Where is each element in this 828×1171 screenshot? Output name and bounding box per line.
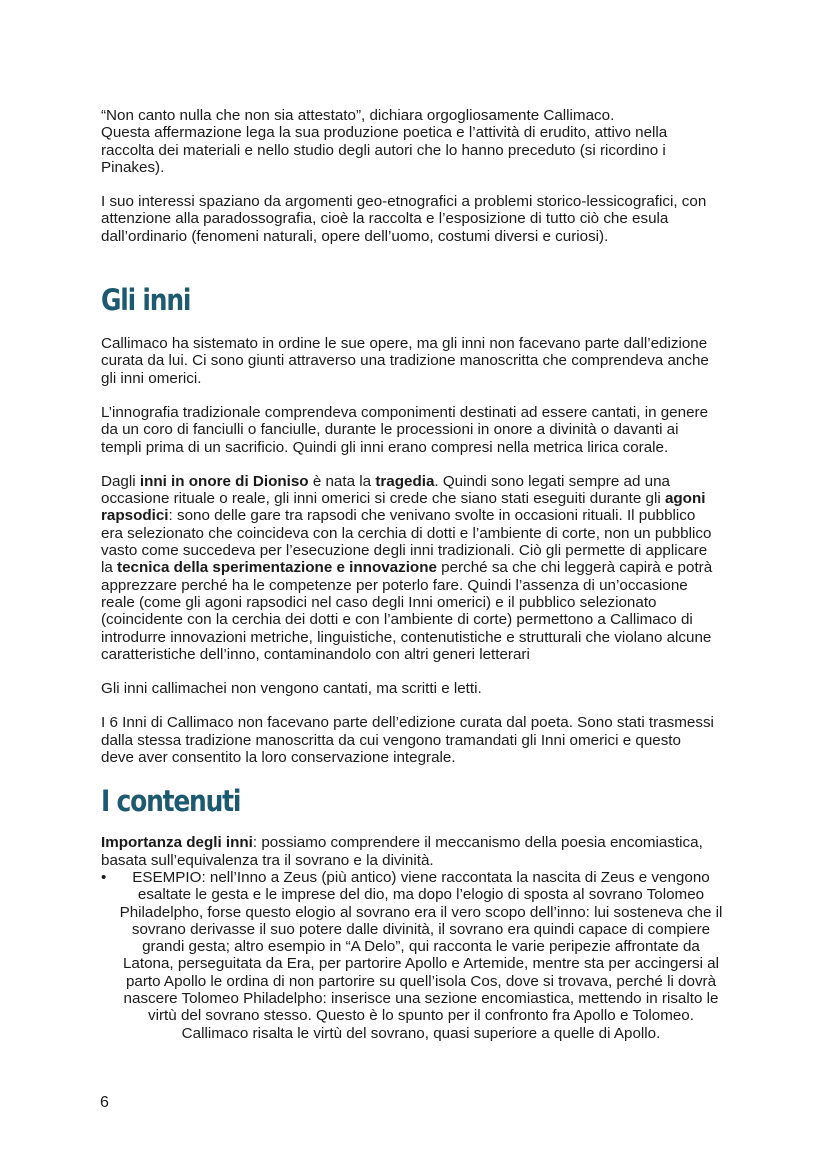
text-line: da un coro di fanciulli o fanciulle, durante le processioni in onore a divinità o davanti ai [101, 421, 679, 439]
text-line: Callimaco ha sistemato in ordine le sue opere, ma gli inni non facevano parte dall’edizione [101, 335, 708, 353]
text-run: la [101, 559, 118, 577]
bold-term: tecnica della sperimentazione e innovazione [117, 559, 437, 577]
bullet-list-item [101, 869, 741, 1042]
text-line: grandi gesta; altro esempio in “A Delo”, qui racconta le varie peripezie affrontate da [142, 938, 700, 956]
text-line: Philadelpho, forse questo elogio al sovrano era il vero scopo dell’inno: lui sosteneva che il [119, 903, 723, 921]
text-line: ESEMPIO: nell’Inno a Zeus (più antico) viene raccontata la nascita di Zeus e vengono [132, 868, 710, 886]
text-line: dall’ordinario (fenomeni naturali, opere dell’uomo, costumi diversi e curiosi). [101, 227, 609, 245]
text-run: : possiamo comprendere il meccanismo della poesia encomiastica, [252, 834, 703, 852]
text-line: basata sull’equivalenza tra il sovrano e la divinità. [101, 851, 434, 869]
text-line: era selezionato che coincideva con la cerchia di dotti e l’ambiente di corte, non un pubblico [101, 524, 712, 542]
text-line: Pinakes). [101, 158, 165, 176]
inni-paragraph-1 [101, 335, 741, 387]
text-line: Latona, perseguitata da Era, per partorire Apollo e Artemide, mentre sta per accingersi al [122, 955, 720, 973]
text-line: gli inni omerici. [101, 369, 202, 387]
text-line: apprezzare perché ha le competenze per poterlo fare. Quindi l’assenza di un’occasione [101, 576, 688, 594]
text-line: “Non canto nulla che non sia attestato”, dichiara orgogliosamente Callimaco. [101, 107, 615, 124]
page-number: 6 [100, 1094, 109, 1111]
text-line: dalla stessa tradizione manoscritta da cui vengono tramandati gli Inni omerici e questo [101, 731, 681, 749]
bold-term: rapsodici [101, 507, 169, 525]
text-line: I 6 Inni di Callimaco non facevano parte dell’edizione curata dal poeta. Sono stati trasmessi [101, 714, 714, 732]
text-run: Dagli [101, 472, 140, 490]
text-line: introdurre innovazioni metriche, linguistiche, contenutistiche e strutturali che violano alcune [101, 628, 712, 646]
bold-term: inni in onore di Dioniso [139, 472, 309, 490]
text-line: (coincidente con la cerchia dei dotti e con l’ambiente di corte) permettono a Callimaco di [101, 611, 693, 629]
section-heading-i-contenuti: I contenuti [101, 784, 241, 819]
text-line: Callimaco risalta le virtù del sovrano, quasi superiore a quelle di Apollo. [181, 1024, 661, 1042]
text-line: raccolta dei materiali e nello studio degli autori che lo hanno preceduto (si ricordino i [101, 141, 666, 159]
text-line: templi prima di un sacrificio. Quindi gli inni erano compresi nella metrica lirica corale. [101, 438, 669, 456]
text-line: virtù del sovrano stesso. Questo è lo spunto per il confronto fra Apollo e Tolomeo. [148, 1007, 694, 1025]
text-line: vasto come succedeva per l’esecuzione degli inni tradizionali. Ciò gli permette di applicare [101, 542, 708, 560]
text-line: curata da lui. Ci sono giunti attraverso una tradizione manoscritta che comprendeva anche [101, 352, 709, 370]
text-line: L’innografia tradizionale comprendeva componimenti destinati ad essere cantati, in genere [101, 403, 709, 421]
inni-paragraph-2 [101, 404, 741, 456]
text-run: : sono delle gare tra rapsodi che venivano svolte in occasioni rituali. Il pubblico [168, 507, 696, 525]
text-run: perché sa che chi leggerà capirà e potrà [436, 559, 713, 577]
inni-paragraph-3 [101, 473, 741, 663]
text-line: parto Apollo le ordina di non partorire su quell’isola Cos, dove si trovava, perché li dovrà [125, 972, 717, 990]
text-run: è nata la [308, 472, 376, 490]
text-line: Questa affermazione lega la sua produzione poetica e l’attività di erudito, attivo nella [101, 124, 668, 142]
text-line: reale (come gli agoni rapsodici nel caso degli Inni omerici) e il pubblico selezionato [101, 593, 657, 611]
inni-paragraph-4: Gli inni callimachei non vengono cantati, ma scritti e letti. [101, 680, 482, 698]
text-line: esaltate le gesta e le imprese del dio, ma dopo l’elogio di sposta al sovrano Tolomeo [137, 886, 705, 904]
intro-paragraph-2 [101, 193, 741, 245]
section-heading-gli-inni: Gli inni [101, 283, 191, 318]
text-line: deve aver consentito la loro conservazione integrale. [101, 749, 456, 767]
bold-term: Importanza degli inni [101, 834, 253, 852]
text-line: sovrano derivasse il suo potere dalle divinità, il sovrano era quindi capace di compiere [131, 920, 711, 938]
inni-paragraph-5 [101, 714, 741, 766]
intro-paragraph-1 [101, 107, 741, 176]
text-run: . Quindi sono legati sempre ad una [434, 472, 670, 490]
bold-term: tragedia [375, 472, 435, 490]
text-line: caratteristiche dell’inno, contaminandolo con altri generi letterari [101, 645, 530, 663]
contenuti-paragraph-1 [101, 834, 741, 869]
bold-term: agoni [664, 490, 706, 508]
text-run: occasione rituale o reale, gli inni omerici si crede che siano stati eseguiti durante gli [101, 490, 665, 508]
page-content [101, 107, 741, 1042]
bullet-icon: • [101, 868, 107, 886]
text-line: nascere Tolomeo Philadelpho: inserisce una sezione encomiastica, mettendo in risalto le [123, 989, 719, 1007]
text-line: I suo interessi spaziano da argomenti geo-etnografici a problemi storico-lessicografici, con [101, 193, 707, 211]
text-line: attenzione alla paradossografia, cioè la raccolta e l’esposizione di tutto ciò che esula [101, 210, 669, 228]
